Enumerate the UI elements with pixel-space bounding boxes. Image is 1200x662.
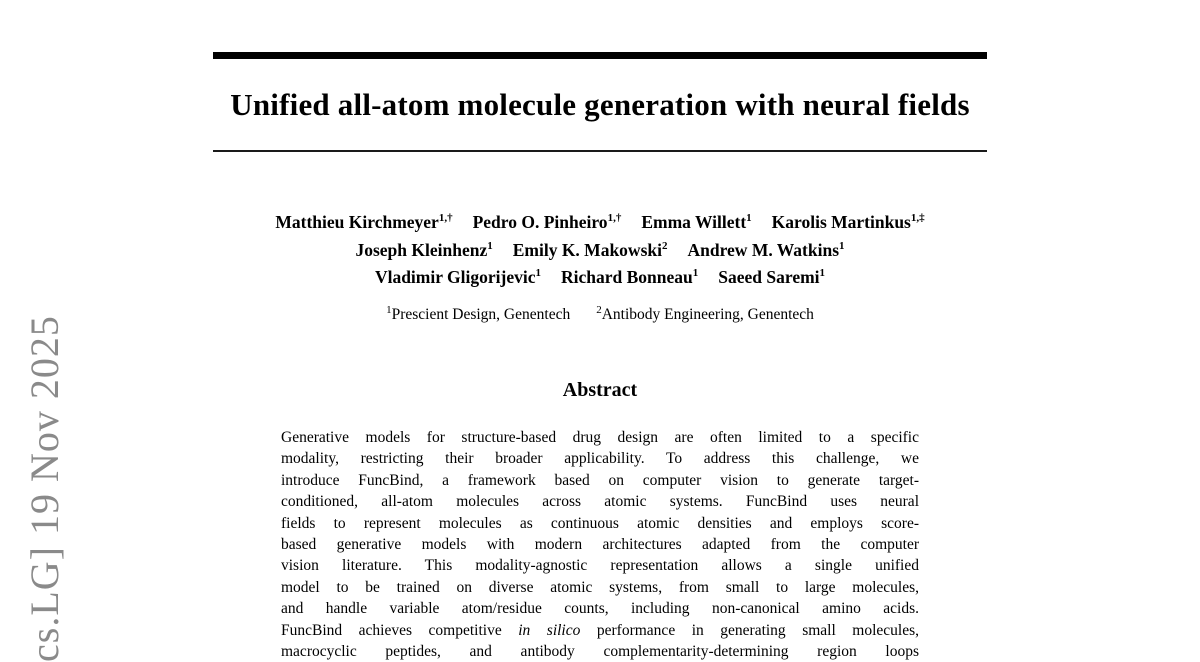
affiliation-sup: 1 (386, 304, 392, 316)
title-rule-top (213, 52, 987, 59)
abstract-line: and handle variable atom/residue counts, including non-canonical amino acids. (281, 600, 919, 618)
author (561, 267, 698, 287)
affiliation (386, 306, 570, 323)
abstract-line: FuncBind achieves competitive in silico performance in generating small molecules, (281, 621, 920, 639)
author-name: Richard Bonneau (561, 267, 693, 288)
affiliation-sup: 2 (596, 304, 602, 316)
author-row (213, 262, 987, 290)
author-affiliation-sup: 1 (819, 267, 826, 280)
abstract-line: vision literature. This modality-agnostic representation allows a single unified (281, 557, 919, 575)
affiliation (596, 306, 814, 323)
affiliation-text: Antibody Engineering, Genentech (601, 306, 814, 324)
author (687, 240, 844, 260)
author (641, 212, 751, 232)
abstract-line: Generative models for structure-based drug design are often limited to a specific (281, 429, 919, 446)
author-affiliation-sup: 1 (535, 267, 541, 280)
author-affiliation-sup: 1,† (438, 212, 453, 224)
author-affiliation-sup: 1,‡ (910, 212, 925, 224)
title-rule-bottom (213, 150, 987, 152)
author (355, 240, 492, 260)
abstract-line: based generative models with modern architectures adapted from the computer (281, 536, 919, 554)
author-row (213, 234, 987, 262)
paper-title: Unified all-atom molecule generation with neural fields (230, 87, 970, 122)
author (772, 212, 925, 232)
author-name: Pedro O. Pinheiro (472, 211, 608, 232)
author (375, 267, 541, 287)
author-affiliation-sup: 1 (487, 239, 493, 252)
arxiv-watermark: cs.LG] 19 Nov 2025 (22, 315, 67, 662)
abstract-heading: Abstract (562, 379, 638, 401)
author-name: Vladimir Gligorijevic (374, 267, 536, 288)
author (275, 212, 452, 232)
author-block (213, 206, 987, 289)
affiliations (213, 300, 987, 325)
abstract-line: conditioned, all-atom molecules across atomic systems. FuncBind uses neural (281, 493, 919, 511)
author-affiliation-sup: 1 (746, 212, 752, 224)
abstract-line: macrocyclic peptides, and antibody complementarity-determining region loops (281, 643, 919, 661)
abstract-line: modality, restricting their broader applicability. To address this challenge, we (281, 450, 919, 468)
author-affiliation-sup: 1,† (607, 212, 622, 224)
author-affiliation-sup: 1 (839, 239, 845, 252)
abstract-line: fields to represent molecules as continuous atomic densities and employs score- (281, 514, 919, 532)
author-name: Emma Willett (641, 211, 747, 232)
author (473, 212, 622, 232)
author (718, 267, 825, 287)
affiliation-text: Prescient Design, Genentech (391, 306, 571, 324)
author-affiliation-sup: 1 (692, 267, 699, 280)
author-name: Matthieu Kirchmeyer (275, 211, 439, 232)
author-name: Joseph Kleinhenz (355, 239, 488, 260)
abstract-body (281, 427, 919, 662)
author-row (213, 206, 987, 234)
author-name: Saeed Saremi (718, 267, 820, 288)
author-name: Andrew M. Watkins (687, 239, 840, 260)
abstract-line: introduce FuncBind, a framework based on computer vision to generate target- (281, 471, 919, 489)
author (513, 240, 668, 260)
author-name: Karolis Martinkus (771, 211, 911, 232)
author-name: Emily K. Makowski (512, 239, 662, 260)
abstract-line: model to be trained on diverse atomic systems, from small to large molecules, (281, 578, 919, 596)
author-affiliation-sup: 2 (661, 239, 668, 252)
